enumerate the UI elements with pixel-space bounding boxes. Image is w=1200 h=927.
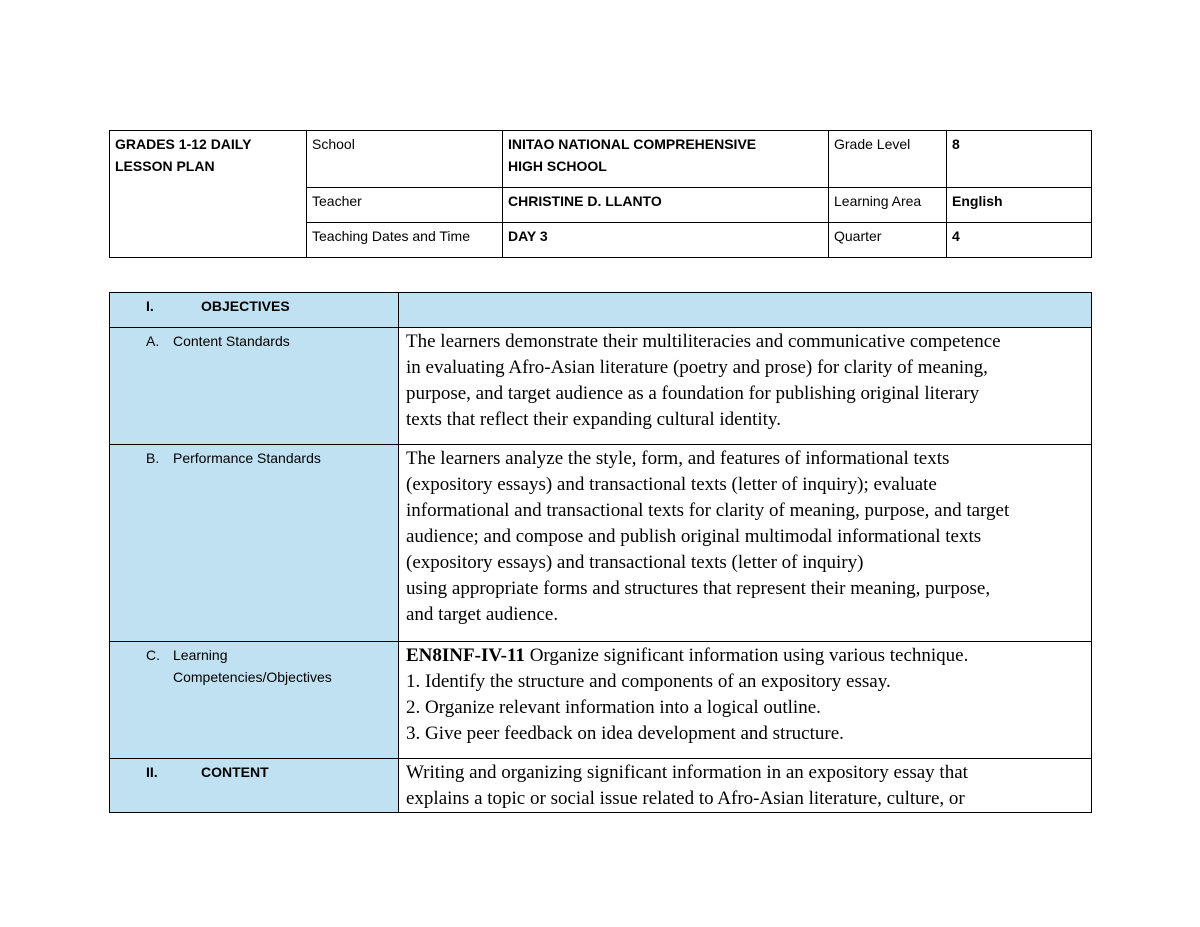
content-title: CONTENT xyxy=(201,764,269,780)
learning-competencies-number: C. xyxy=(146,647,160,663)
learning-area-label: Learning Area xyxy=(829,188,947,223)
lesson-plan-title: GRADES 1-12 DAILY LESSON PLAN xyxy=(110,131,307,258)
learning-competencies-label-cell xyxy=(110,642,399,759)
performance-standards-label: Performance Standards xyxy=(173,450,321,466)
content-standards-label: Content Standards xyxy=(173,333,290,349)
content-number: II. xyxy=(146,764,158,780)
content-standards-label-cell xyxy=(110,328,399,445)
learning-competencies-text: EN8INF-IV-11 Organize significant information using various technique. 1. Identify the structure and components of an expository essay. 2. Organize relevant information into a logical outline. 3. Give peer feedback on idea development and structure. xyxy=(399,642,1092,759)
objective-item: 3. Give peer feedback on idea development and structure. xyxy=(406,723,844,744)
quarter-label: Quarter xyxy=(829,223,947,258)
performance-standards-label-cell xyxy=(110,445,399,642)
objectives-heading xyxy=(110,293,399,328)
objective-item: 1. Identify the structure and components of an expository essay. xyxy=(406,671,891,692)
quarter-value: 4 xyxy=(947,223,1092,258)
content-heading xyxy=(110,759,399,813)
teacher-label: Teacher xyxy=(307,188,503,223)
objectives-title: OBJECTIVES xyxy=(201,298,290,314)
objectives-number: I. xyxy=(146,298,154,314)
content-standards-number: A. xyxy=(146,333,160,349)
teacher-value: CHRISTINE D. LLANTO xyxy=(503,188,829,223)
grade-level-label: Grade Level xyxy=(829,131,947,188)
lesson-plan-header-table xyxy=(109,130,1092,258)
objectives-heading-fill xyxy=(399,293,1092,328)
teaching-dates-label: Teaching Dates and Time xyxy=(307,223,503,258)
performance-standards-text: The learners analyze the style, form, and features of informational texts (expository essays) and transactional texts (letter of inquiry); evaluate informational and transactional texts for clarity of meaning, purpose, and target audience; and compose and publish original multimodal informational texts (expository essays) and transactional texts (letter of inquiry) using appropriate forms and structures that represent their meaning, purpose, and target audience. xyxy=(399,445,1092,642)
competency-code: EN8INF-IV-11 xyxy=(406,645,525,666)
objective-item: 2. Organize relevant information into a logical outline. xyxy=(406,697,821,718)
learning-competencies-label: Learning Competencies/Objectives xyxy=(173,647,332,685)
grade-level-value: 8 xyxy=(947,131,1092,188)
school-label: School xyxy=(307,131,503,188)
teaching-dates-value: DAY 3 xyxy=(503,223,829,258)
objectives-table xyxy=(109,292,1092,813)
learning-area-value: English xyxy=(947,188,1092,223)
school-value: INITAO NATIONAL COMPREHENSIVE HIGH SCHOOL xyxy=(503,131,829,188)
content-standards-text: The learners demonstrate their multiliteracies and communicative competence in evaluating Afro-Asian literature (poetry and prose) for clarity of meaning, purpose, and target audience as a foundation for publishing original literary texts that reflect their expanding cultural identity. xyxy=(399,328,1092,445)
content-text: Writing and organizing significant information in an expository essay that explains a topic or social issue related to Afro-Asian literature, culture, or xyxy=(399,759,1092,813)
performance-standards-number: B. xyxy=(146,450,160,466)
